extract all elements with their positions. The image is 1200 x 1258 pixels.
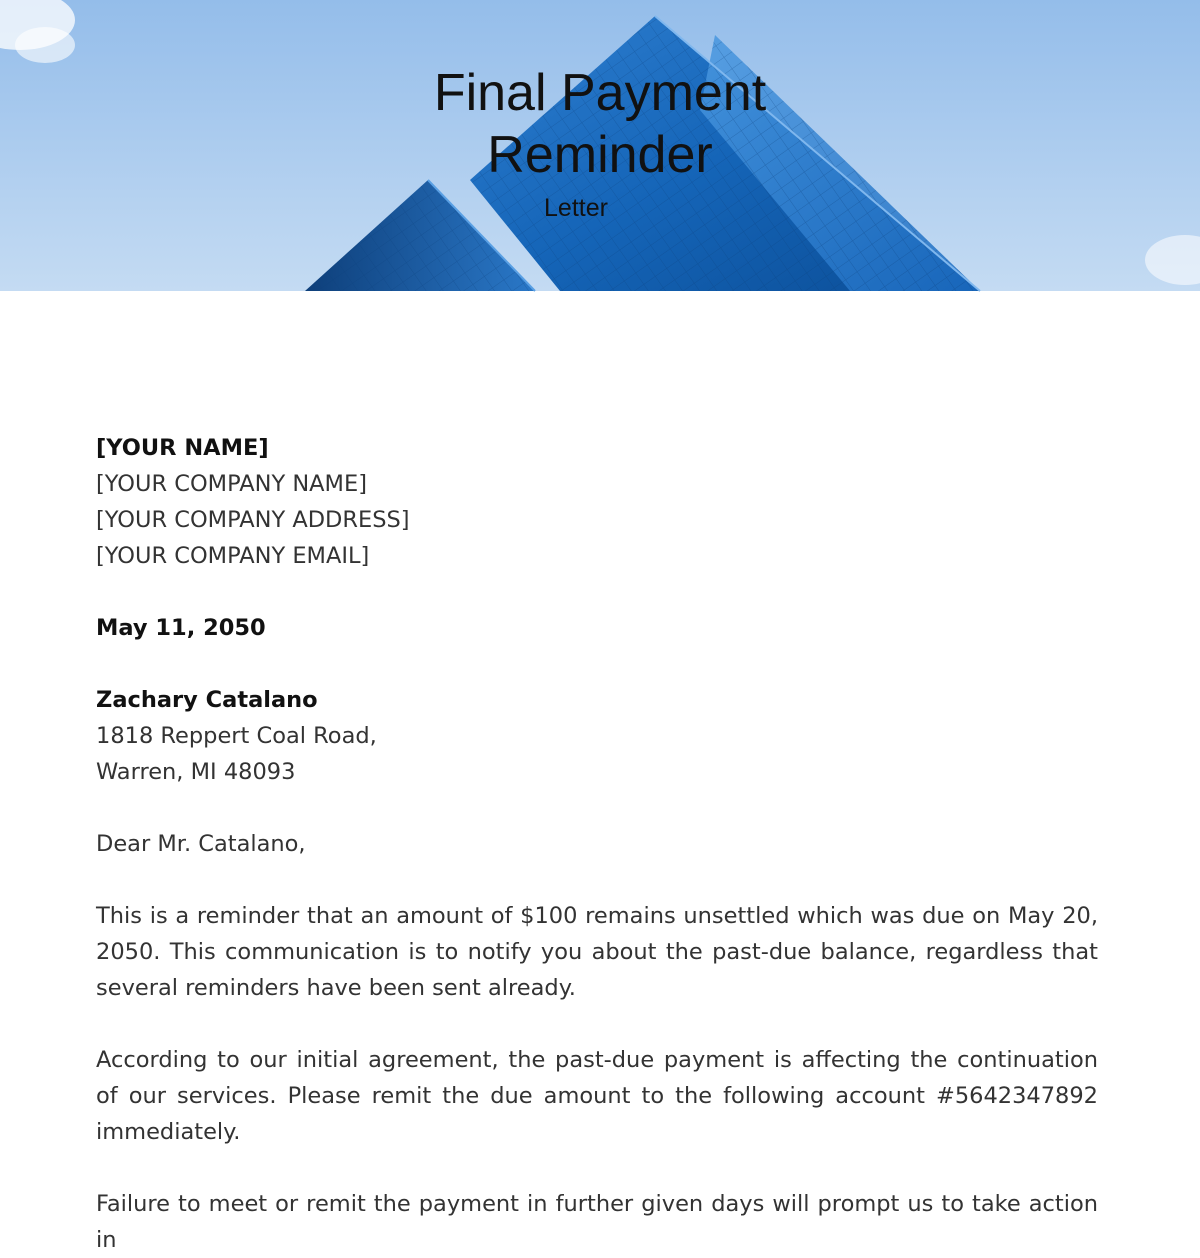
sender-address: [YOUR COMPANY ADDRESS] <box>96 507 410 533</box>
paragraph-3: Failure to meet or remit the payment in further given days will prompt us to take action in <box>96 1191 1098 1253</box>
salutation: Dear Mr. Catalano, <box>96 831 306 857</box>
recipient-name: Zachary Catalano <box>96 687 318 713</box>
paragraph-2: According to our initial agreement, the past-due payment is affecting the continuation of our services. Please remit the due amount to the following account #5642347892 immediately. <box>96 1047 1098 1145</box>
paragraph-1: This is a reminder that an amount of $100 remains unsettled which was due on May 20, 2050. This communication is to notify you about the past-due balance, regardless that several reminders have been sent already. <box>96 903 1098 1001</box>
recipient-city: Warren, MI 48093 <box>96 759 296 785</box>
header-banner <box>0 0 1200 291</box>
sender-company: [YOUR COMPANY NAME] <box>96 471 367 497</box>
page-subtitle: Letter <box>544 194 608 222</box>
title-line-2: Reminder <box>487 126 713 184</box>
sender-email: [YOUR COMPANY EMAIL] <box>96 543 370 569</box>
letter-body <box>96 430 1098 1258</box>
title-line-1: Final Payment <box>433 64 767 122</box>
page-title <box>0 62 1200 186</box>
recipient-street: 1818 Reppert Coal Road, <box>96 723 377 749</box>
sender-name: [YOUR NAME] <box>96 435 269 461</box>
letter-date: May 11, 2050 <box>96 615 266 641</box>
